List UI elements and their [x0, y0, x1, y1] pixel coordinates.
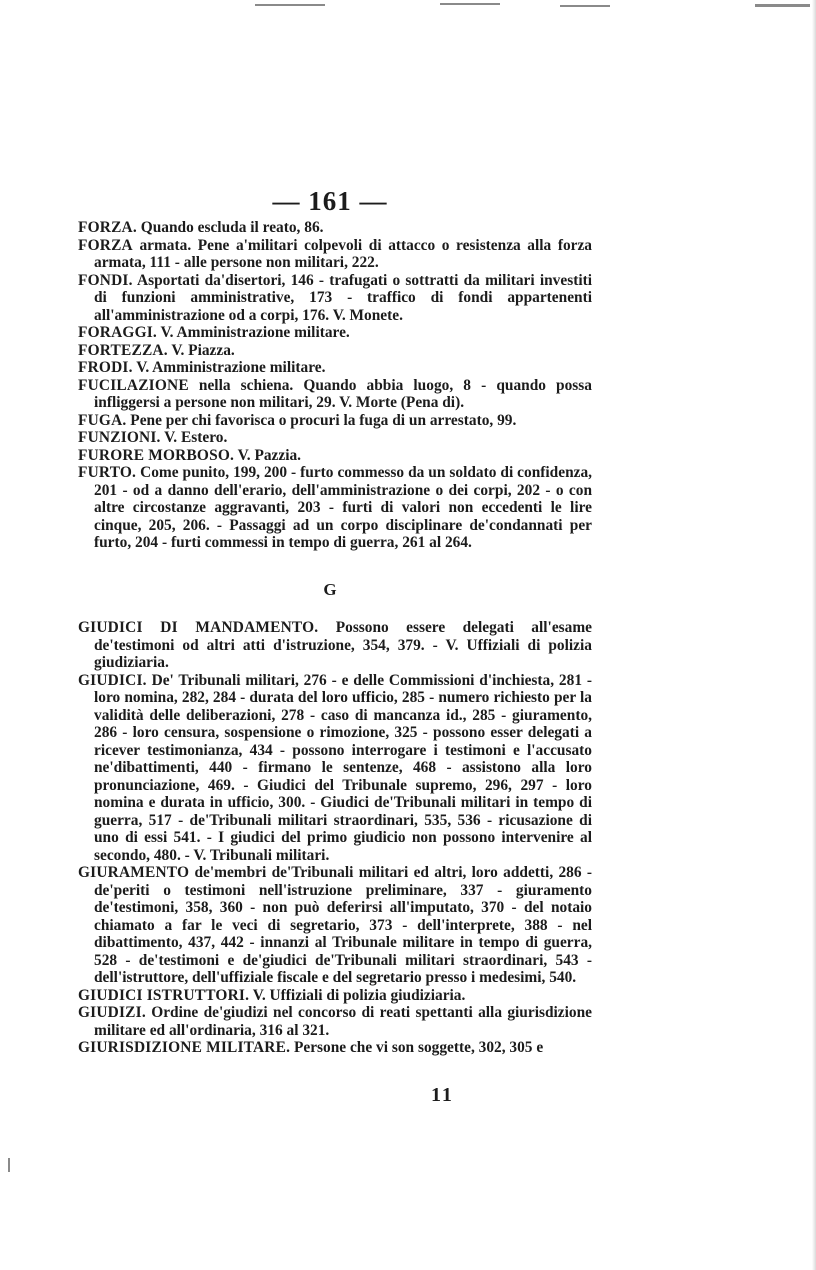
index-entry — [78, 619, 592, 672]
signature-mark: 11 — [431, 1084, 454, 1106]
entry-text: Quando escluda il reato, 86. — [136, 219, 324, 236]
entry-head: GIUDICI. — [78, 671, 147, 689]
index-entry — [78, 324, 592, 342]
entry-text: Pene per chi favorisca o procuri la fuga di un arrestato, 99. — [126, 411, 517, 429]
entry-head: FUGA. — [78, 411, 127, 429]
index-entry — [78, 464, 592, 552]
entry-text: de'membri de'Tribunali militari ed altri, loro addetti, 286 - de'periti o testimoni nell'istruzione preliminare, 337 - giuramento de'testimoni, 358, 360 - non può deferirsi all'imputato, 370 - del notaio chiamato a far le veci di segretario, 373 - dell'interprete, 388 - nel dibattimento, 437, 442 - innanzi al Tribunale militare in tempo di guerra, 528 - de'testimoni e de'giudici de'Tribunali militari straordinari, 543 - dell'istruttore, dell'uffiziale fiscale e del segretario presso i medesimi, 540. — [94, 864, 592, 986]
entry-head: FORZA — [78, 236, 133, 254]
entry-text: V. Amministrazione militare. — [156, 324, 350, 341]
entry-head: FORAGGI. — [78, 324, 157, 341]
entry-text: Ordine de'giudizi nel concorso di reati spettanti alla giurisdizione militare ed all'ordinaria, 316 al 321. — [94, 1004, 592, 1039]
entry-text: Possono essere delegati all'esame de'testimoni od altri atti d'istruzione, 354, 379. - V. Uffiziali di polizia giudiziaria. — [94, 619, 592, 671]
entry-head: GIUDIZI. — [78, 1004, 146, 1021]
index-column-f — [78, 219, 592, 552]
entry-text: V. Piazza. — [167, 341, 235, 359]
entry-text: nella schiena. Quando abbia luogo, 8 - quando possa infliggersi a persone non militari, 29. V. Morte (Pena di). — [94, 376, 592, 411]
entry-text: V. Pazzia. — [234, 446, 302, 464]
scan-artifact-top — [560, 5, 610, 7]
index-entry — [78, 1004, 592, 1039]
index-entry — [78, 987, 592, 1005]
scan-artifact-top — [440, 3, 500, 5]
scan-artifact-top — [255, 4, 325, 6]
entry-text: Persone che vi son soggette, 302, 305 e — [290, 1039, 544, 1056]
entry-head: FORTEZZA. — [78, 341, 168, 359]
index-entry — [78, 237, 592, 272]
entry-text: De' Tribunali militari, 276 - e delle Commissioni d'inchiesta, 281 - loro nomina, 282, 284 - durata del loro ufficio, 285 - numero richiesto per la validità delle deliberazioni, 278 - caso di mancanza id., 285 - giuramento, 286 - loro censura, sospensione o rimozione, 325 - possono esser delegati a ricever testimonianza, 434 - possono interrogare i testimoni e l'accusato ne'dibattimenti, 440 - firmano le sentenze, 468 - assistono alla loro pronunciazione, 469. - Giudici del Tribunale supremo, 296, 297 - loro nomina e durata in ufficio, 300. - Giudici de'Tribunali militari in tempo di guerra, 517 - de'Tribunali militari straordinari, 535, 536 - ricusazione di uno di essi 541. - I giudici del primo giudicio non possono intervenire al secondo, 480. - V. Tribunali militari. — [94, 671, 592, 864]
entry-head: FUCILAZIONE — [78, 376, 189, 394]
index-entry — [78, 672, 592, 865]
index-entry — [78, 219, 592, 237]
index-entry — [78, 864, 592, 987]
entry-head: FURORE MORBOSO. — [78, 446, 235, 464]
entry-head: FONDI. — [78, 271, 133, 289]
entry-head: FORZA. — [78, 219, 137, 236]
entry-text: V. Uffiziali di polizia giudiziaria. — [249, 986, 466, 1004]
entry-text: armata. Pene a'militari colpevoli di attacco o resistenza alla forza armata, 111 - alle persone non militari, 222. — [94, 236, 592, 271]
scan-artifact-top — [755, 4, 810, 7]
page-number: — 161 — — [272, 186, 388, 216]
entry-head: GIUDICI ISTRUTTORI. — [78, 986, 250, 1004]
scan-artifact-left — [8, 1158, 10, 1172]
entry-text: Asportati da'disertori, 146 - trafugati o sottratti da militari investiti di funzioni amministrative, 173 - traffico di fondi appartenenti all'amministrazione od a corpi, 176. V. Monete. — [94, 271, 592, 324]
index-entry — [78, 447, 592, 465]
entry-head: GIURAMENTO — [78, 864, 190, 881]
index-column-g — [78, 619, 592, 1057]
index-entry — [78, 342, 592, 360]
entry-head: FURTO. — [78, 464, 137, 481]
index-entry — [78, 272, 592, 325]
index-entry — [78, 377, 592, 412]
index-entry — [78, 359, 592, 377]
entry-head: GIUDICI DI MANDAMENTO. — [78, 619, 319, 636]
entry-head: FRODI. — [78, 359, 133, 376]
index-entry — [78, 1039, 592, 1057]
index-entry — [78, 412, 592, 430]
index-entry — [78, 429, 592, 447]
entry-head: GIURISDIZIONE MILITARE. — [78, 1039, 291, 1056]
entry-text: Come punito, 199, 200 - furto commesso da un soldato di confidenza, 201 - od a danno dell'erario, dell'amministrazione o dei corpi, 202 - o con altre circostanze aggravanti, 203 - furti di valori non eccedenti le lire cinque, 205, 206. - Passaggi ad un corpo disciplinare de'condannati per furto, 204 - furti commessi in tempo di guerra, 261 al 264. — [94, 464, 592, 551]
section-letter: G — [323, 580, 337, 599]
entry-head: FUNZIONI. — [78, 429, 161, 446]
entry-text: V. Estero. — [160, 429, 228, 446]
page-edge-shadow — [812, 0, 816, 1270]
entry-text: V. Amministrazione militare. — [132, 359, 326, 376]
